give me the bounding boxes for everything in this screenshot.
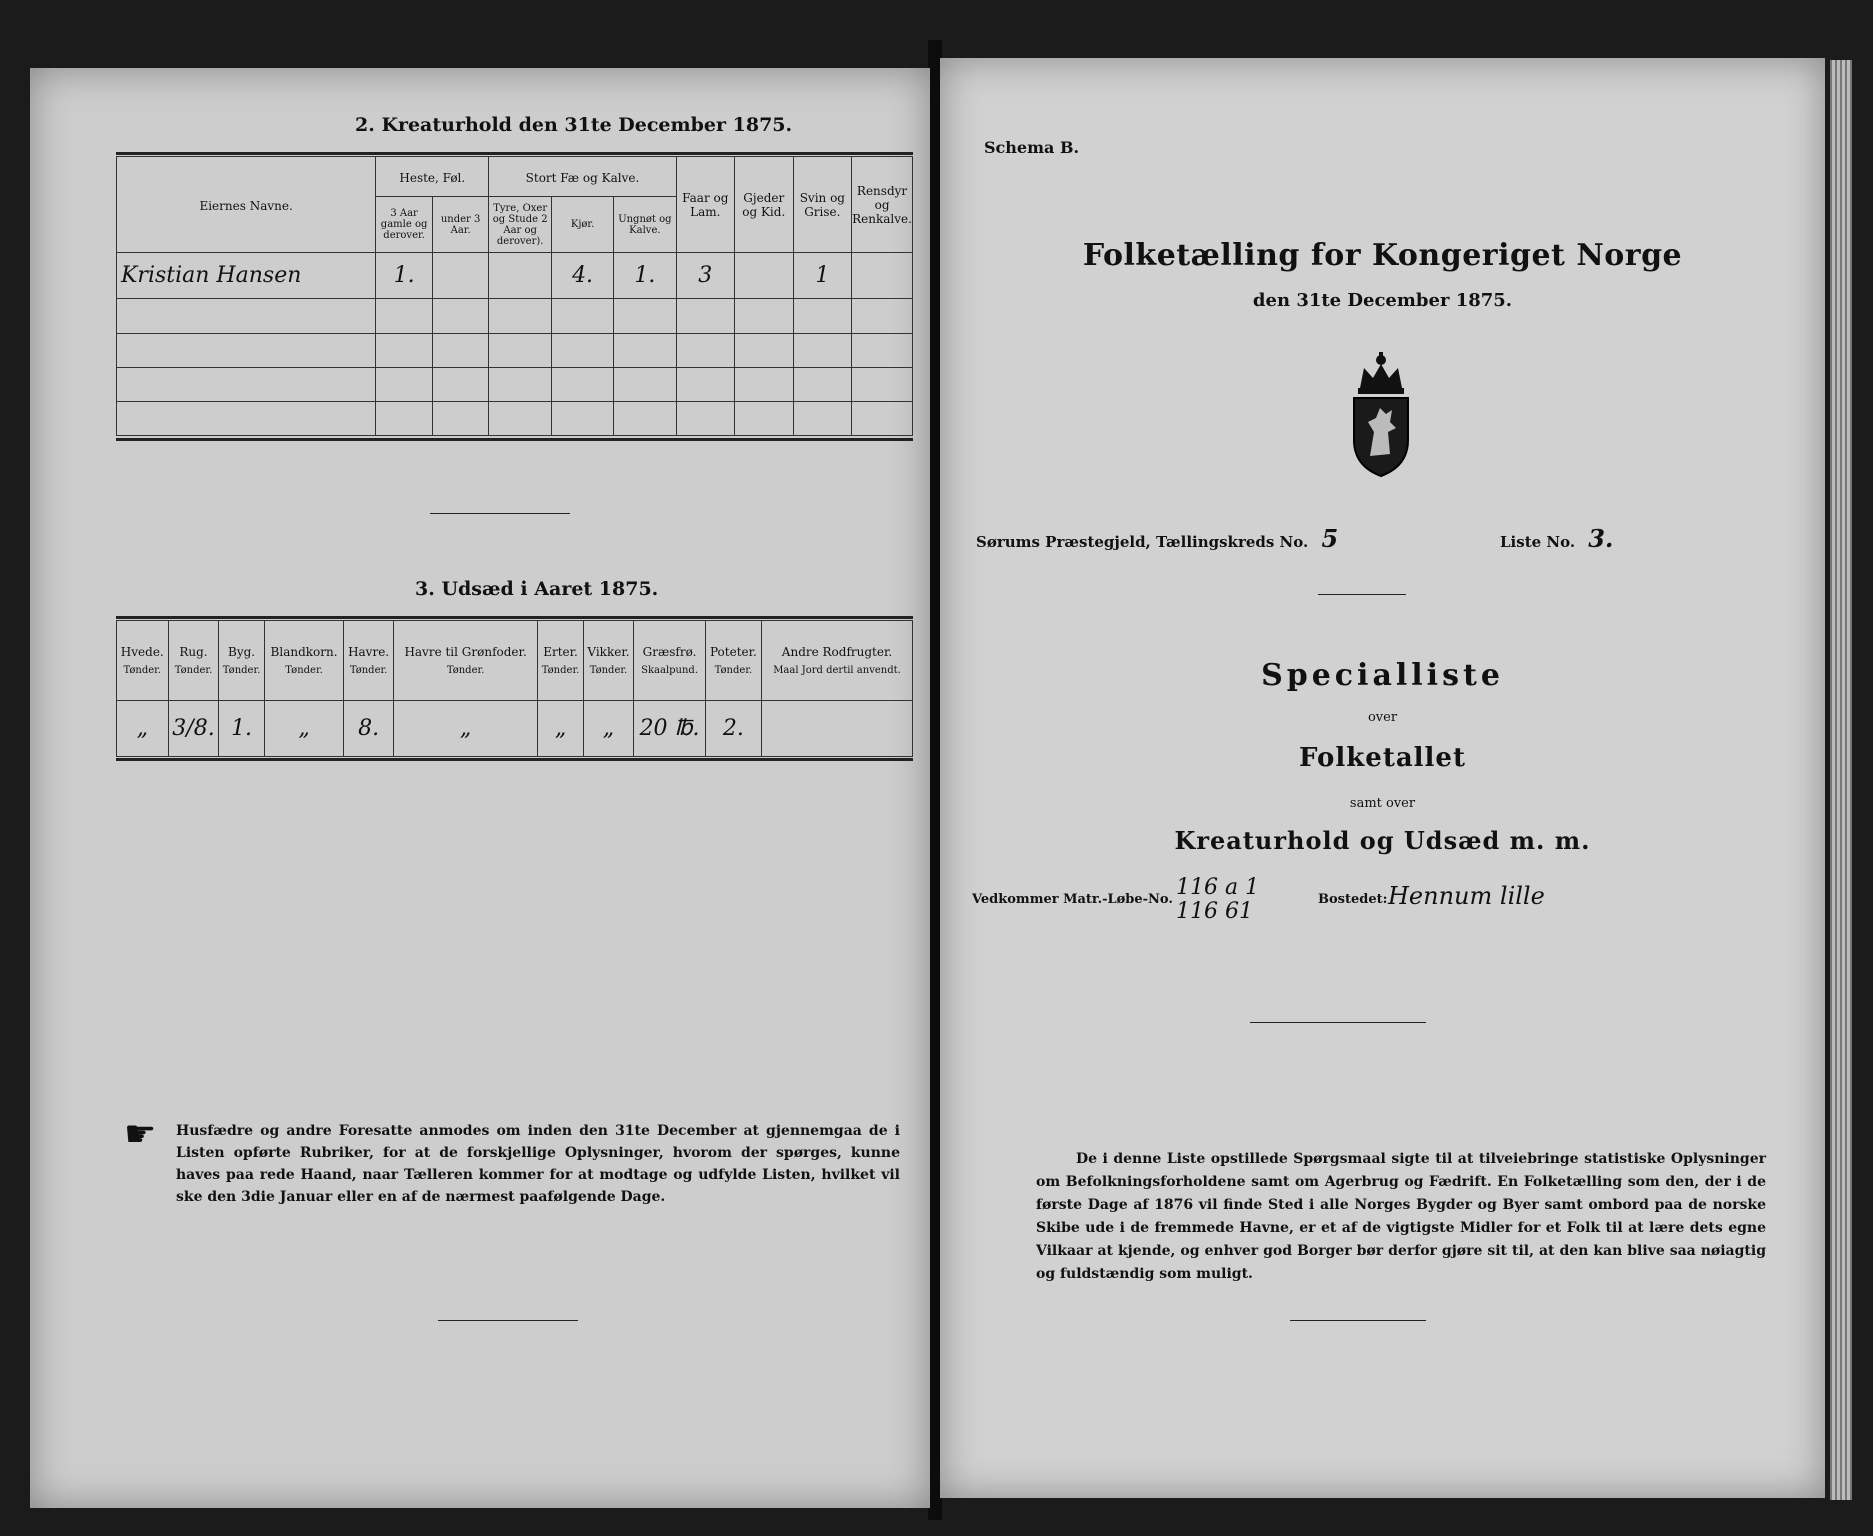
samt-over-text: samt over xyxy=(1349,796,1416,811)
owner-header: Eiernes Navne. xyxy=(117,157,376,253)
coat-of-arms-icon xyxy=(1346,348,1416,478)
udsaed-table xyxy=(116,620,913,757)
kreaturhold-table xyxy=(116,156,913,436)
liste-number: 3. xyxy=(1588,524,1614,553)
udsaed-value: 3/8. xyxy=(172,716,215,741)
udsaed-value-cell xyxy=(344,701,393,757)
udsaed-unit-label: Tønder. xyxy=(349,665,388,676)
udsaed-unit-label: Tønder. xyxy=(222,665,261,676)
udsaed-value: 8. xyxy=(358,716,380,741)
gjeder-header: Gjeder og Kid. xyxy=(734,157,793,253)
table-row xyxy=(117,367,913,401)
udsaed-value-cell xyxy=(634,701,706,757)
udsaed-header-cell xyxy=(705,621,761,701)
udsaed-header-cell xyxy=(219,621,264,701)
page-title: Folketælling for Kongeriget Norge xyxy=(1082,238,1683,273)
table-row xyxy=(117,401,913,435)
udsaed-header-cell xyxy=(264,621,344,701)
info-paragraph: De i denne Liste opstillede Spørgsmaal sigte til at tilveiebringe statistiske Oplysninger om Befolkningsforholdene samt om Agerbrug og Fædrift. En Folketælling som den, der i de første Dage af 1876 vil finde Sted i alle Norges Bygder og Byer samt ombord paa de norske Skibe ude i de fremmede Havne, er et af de vigtigste Midler for et Folk til at lære dets egne Vilkaar at kjende, og enhver god Borger bør derfor gjøre sit til, at den kan blive saa nøiagtig og fuldstændig som muligt. xyxy=(1036,1151,1766,1282)
table-bottom-rule xyxy=(116,438,913,441)
heste-a-header: 3 Aar gamle og derover. xyxy=(376,197,433,253)
page-edges xyxy=(1830,60,1852,1500)
udsaed-header-cell xyxy=(583,621,634,701)
udsaed-value: „ xyxy=(459,716,472,741)
udsaed-unit-label: Tønder. xyxy=(174,665,213,676)
owner-name: Kristian Hansen xyxy=(121,263,302,289)
heste-header: Heste, Føl. xyxy=(376,157,489,197)
udsaed-value: „ xyxy=(298,716,310,741)
udsaed-header-label: Byg. xyxy=(228,645,256,659)
ungnot-header: Ungnøt og Kalve. xyxy=(614,197,676,253)
divider xyxy=(438,1320,578,1321)
udsaed-unit-label: Tønder. xyxy=(123,665,162,676)
udsaed-unit-label: Tønder. xyxy=(285,665,323,676)
section2-title: 2. Kreaturhold den 31te December 1875. xyxy=(355,114,793,136)
udsaed-value: 20 ℔. xyxy=(639,716,700,741)
table-row xyxy=(117,299,913,333)
udsaed-header-cell xyxy=(634,621,706,701)
udsaed-value: „ xyxy=(136,716,148,741)
liste-line xyxy=(1500,524,1613,553)
udsaed-header-cell xyxy=(168,621,219,701)
notice-text: Husfædre og andre Foresatte anmodes om inden den 31te December at gjennemgaa de i Listen opførte Rubriker, for at de forskjellige Oplysninger, hvorom der spørges, kunne haves paa rede Haand, naar Tælleren kommer for at modtage og udfylde Listen, hvilket vil ske den 3die Januar eller en af de nærmest paafølgende Dage. xyxy=(176,1123,900,1205)
udsaed-unit-label: Maal Jord dertil anvendt. xyxy=(773,665,901,676)
svin-header: Svin og Grise. xyxy=(793,157,852,253)
matr-value-1: 116 a 1 xyxy=(1176,875,1260,900)
prestegjeld-label: Sørums Præstegjeld, Tællingskreds No. xyxy=(976,533,1309,551)
udsaed-value-cell xyxy=(762,701,913,757)
udsaed-header-cell xyxy=(538,621,583,701)
right-page xyxy=(940,58,1825,1498)
udsaed-header-label: Blandkorn. xyxy=(270,645,338,659)
prestegjeld-line xyxy=(976,524,1338,553)
udsaed-unit-label: Tønder. xyxy=(714,665,753,676)
tyre-header: Tyre, Oxer og Stude 2 Aar og derover). xyxy=(489,197,552,253)
udsaed-header-label: Græsfrø. xyxy=(642,645,697,659)
stort-header: Stort Fæ og Kalve. xyxy=(489,157,676,197)
folketallet-heading: Folketallet xyxy=(1299,743,1466,773)
udsaed-value-cell xyxy=(219,701,264,757)
table-row xyxy=(117,333,913,367)
udsaed-header-cell xyxy=(393,621,538,701)
kjor-header: Kjør. xyxy=(552,197,614,253)
left-page xyxy=(30,68,930,1508)
udsaed-bottom-rule xyxy=(116,758,913,761)
udsaed-value-cell xyxy=(264,701,344,757)
udsaed-value-cell xyxy=(538,701,583,757)
rensdyr-header: Rensdyr og Renkalve. xyxy=(852,157,913,253)
bosted-value: Hennum lille xyxy=(1388,882,1545,910)
udsaed-value: „ xyxy=(602,716,615,741)
udsaed-header-label: Rug. xyxy=(179,645,208,659)
udsaed-value-cell xyxy=(117,701,169,757)
udsaed-unit-label: Tønder. xyxy=(446,665,485,676)
udsaed-value-cell xyxy=(583,701,634,757)
bosted-label: Bostedet: xyxy=(1318,892,1388,907)
table-row: Kristian Hansen 1. 4. 1. 3 1 xyxy=(117,253,913,299)
page-subtitle: den 31te December 1875. xyxy=(1252,290,1513,311)
matr-label: Vedkommer Matr.-Løbe-No. xyxy=(972,892,1173,907)
udsaed-unit-label: Tønder. xyxy=(589,665,628,676)
liste-label: Liste No. xyxy=(1500,533,1576,551)
pointing-hand-icon: ☛ xyxy=(124,1114,157,1155)
udsaed-value-cell xyxy=(705,701,761,757)
matr-value-2: 116 61 xyxy=(1176,899,1253,924)
kreaturhold-heading: Kreaturhold og Udsæd m. m. xyxy=(1174,826,1591,855)
udsaed-value: 1. xyxy=(231,716,253,741)
udsaed-header-label: Erter. xyxy=(543,645,578,659)
divider xyxy=(430,513,570,514)
faar-header: Faar og Lam. xyxy=(676,157,734,253)
udsaed-value: 2. xyxy=(722,716,744,741)
udsaed-unit-label: Tønder. xyxy=(541,665,580,676)
udsaed-header-cell xyxy=(344,621,393,701)
udsaed-header-cell xyxy=(117,621,169,701)
udsaed-value-cell xyxy=(168,701,219,757)
udsaed-header-label: Hvede. xyxy=(120,645,164,659)
udsaed-top-rule xyxy=(116,616,913,619)
table-top-rule xyxy=(116,152,913,155)
table-row xyxy=(117,701,913,757)
udsaed-header-label: Havre. xyxy=(348,645,390,659)
divider xyxy=(1250,1022,1426,1023)
udsaed-header-label: Havre til Grønfoder. xyxy=(404,645,527,659)
udsaed-header-label: Vikker. xyxy=(587,645,630,659)
udsaed-unit-label: Skaalpund. xyxy=(641,665,699,676)
heste-b-header: under 3 Aar. xyxy=(432,197,488,253)
udsaed-value: „ xyxy=(554,716,567,741)
udsaed-header-label: Poteter. xyxy=(709,645,757,659)
divider xyxy=(1318,594,1406,595)
udsaed-header-cell xyxy=(762,621,913,701)
specialliste-heading: Specialliste xyxy=(1261,658,1504,693)
section3-title: 3. Udsæd i Aaret 1875. xyxy=(415,578,659,600)
udsaed-value-cell xyxy=(393,701,538,757)
kreds-number: 5 xyxy=(1321,524,1339,553)
schema-label: Schema B. xyxy=(984,138,1080,157)
over-text: over xyxy=(1367,710,1398,725)
udsaed-header-label: Andre Rodfrugter. xyxy=(781,645,893,659)
divider xyxy=(1290,1320,1426,1321)
